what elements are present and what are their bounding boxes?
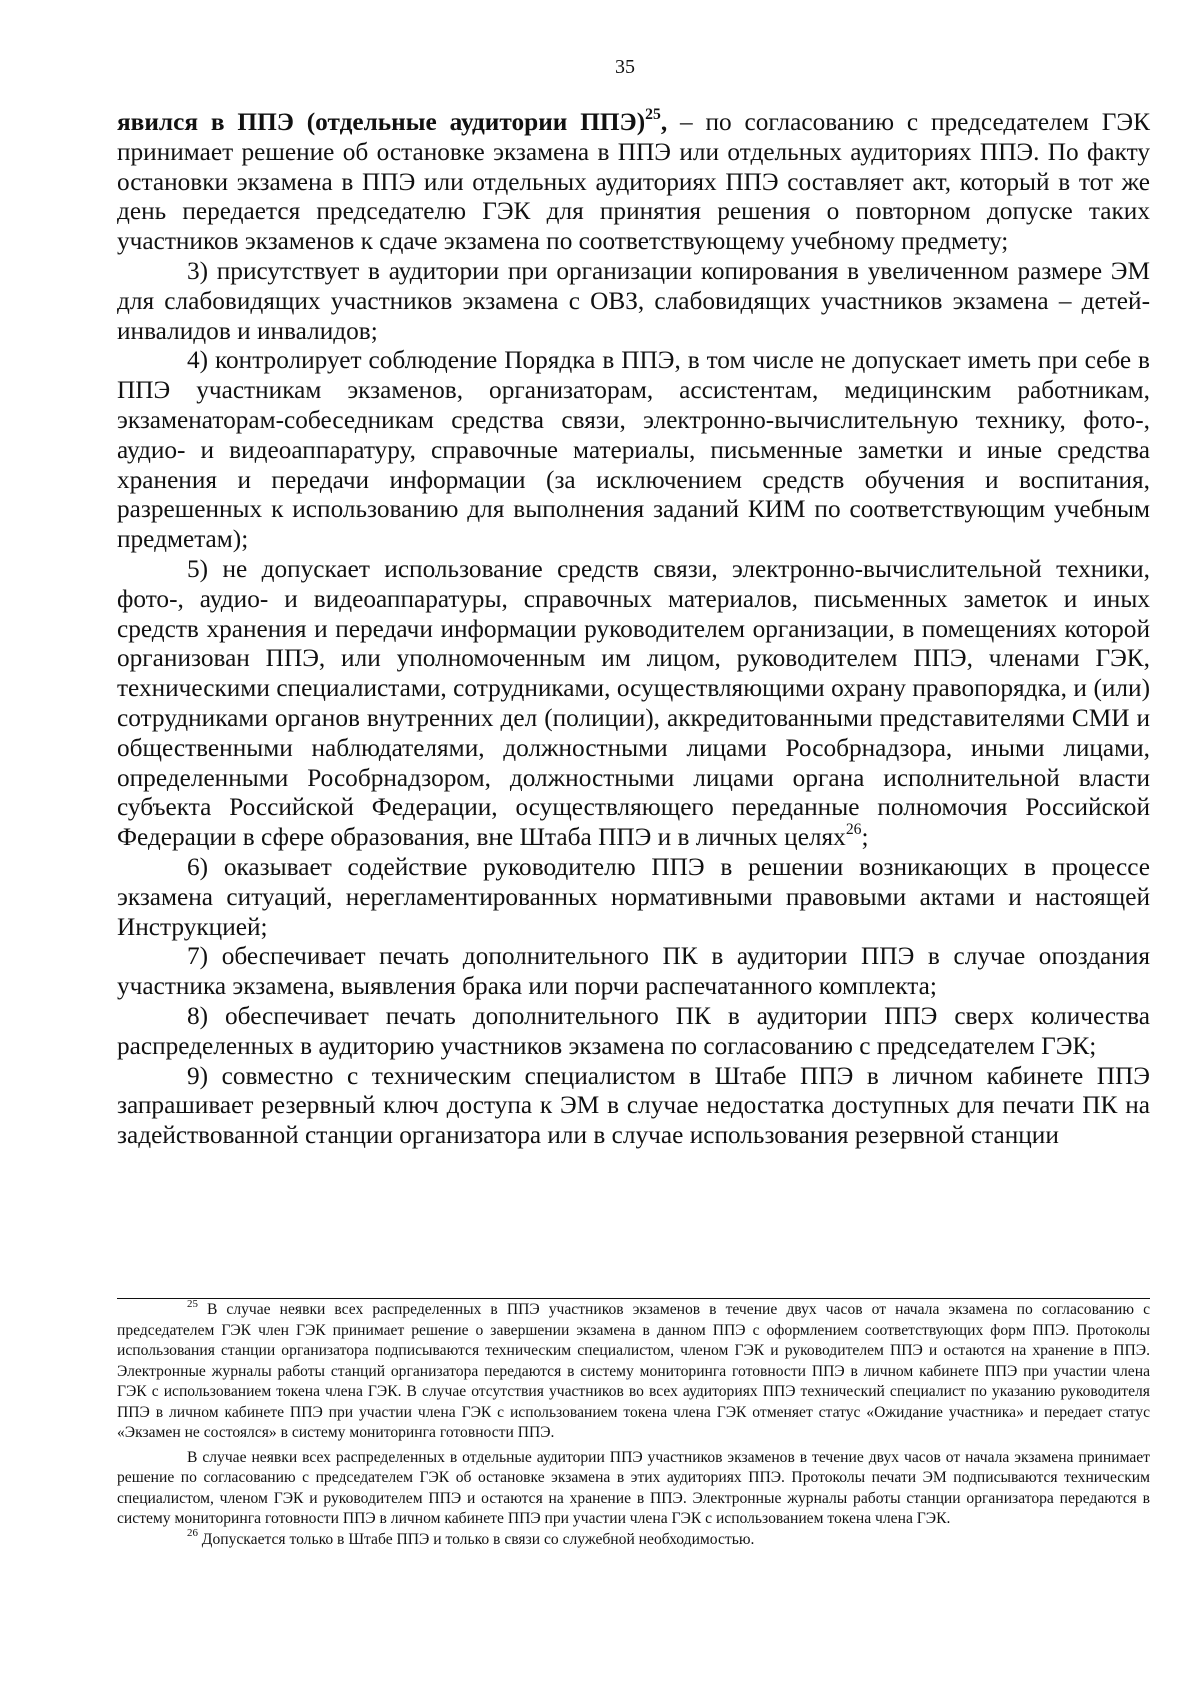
- list-item-7: 7) обеспечивает печать дополнительного ПК в аудитории ППЭ в случае опоздания участника экзамена, выявления брака или порчи распечатанного комплекта;: [117, 942, 1150, 1001]
- footnote-26: [117, 1527, 1150, 1551]
- footnote-26-text: Допускается только в Штабе ППЭ и только в связи со служебной необходимостью.: [197, 1530, 755, 1548]
- footnotes: [117, 1297, 1150, 1550]
- list-item-5: [117, 555, 1150, 853]
- footnote-divider: [117, 1298, 1150, 1299]
- list-item-5-end: ;: [861, 823, 869, 852]
- footnote-ref-26: 26: [845, 821, 862, 839]
- footnote-mark-25: 25: [187, 1297, 198, 1310]
- paragraph-continuation: [117, 108, 1150, 257]
- footnote-ref-25-wrap: [645, 108, 661, 136]
- list-item-4: 4) контролирует соблюдение Порядка в ППЭ, в том числе не допускает иметь при себе в ППЭ участникам экзаменов, организаторам, ассистентам, медицинским работникам, экзаменаторам-собеседникам средства связи, электронно-вычислительную технику, фото-, аудио- и видеоаппаратуру, справочные материалы, письменные заметки и иные средства хранения и передачи информации (за исключением средств обучения и воспитания, разрешенных к использованию для выполнения заданий КИМ по соответствующим учебным предметам);: [117, 346, 1150, 554]
- bold-comma: ,: [660, 108, 668, 136]
- footnote-25-text: В случае неявки всех распределенных в ППЭ участников экзаменов в течение двух часов от начала экзамена по согласованию с председателем ГЭК член ГЭК принимает решение о завершении экзамена в данном ППЭ с оформлением соответствующих форм ППЭ. Протоколы использования станции организатора подписываются техническим специалистом, членом ГЭК и руководителем ППЭ и остаются на хранение в ППЭ. Электронные журналы работы станций организатора передаются в систему мониторинга готовности ППЭ в личном кабинете ППЭ при участии члена ГЭК с использованием токена члена ГЭК. В случае отсутствия участников во всех аудиториях ППЭ технический специалист по указанию руководителя ППЭ в личном кабинете ППЭ при участии члена ГЭК с использованием токена члена ГЭК отменяет статус «Ожидание участника» и передает статус «Экзамен не состоялся» в систему мониторинга готовности ППЭ.: [117, 1301, 1150, 1441]
- bold-phrase: явился в ППЭ (отдельные аудитории ППЭ): [117, 108, 646, 136]
- body-text: [117, 108, 1150, 1151]
- footnote-mark-26: 26: [187, 1527, 198, 1540]
- list-item-8: 8) обеспечивает печать дополнительного ПК в аудитории ППЭ сверх количества распределенных в аудиторию участников экзамена по согласованию с председателем ГЭК;: [117, 1001, 1150, 1060]
- list-item-6: 6) оказывает содействие руководителю ППЭ в решении возникающих в процессе экзамена ситуаций, нерегламентированных нормативными правовыми актами и настоящей Инструкцией;: [117, 852, 1150, 941]
- list-item-3: 3) присутствует в аудитории при организации копирования в увеличенном размере ЭМ для слабовидящих участников экзамена с ОВЗ, слабовидящих участников экзамена – детей-инвалидов и инвалидов;: [117, 256, 1150, 345]
- page-number: 35: [615, 56, 635, 78]
- list-item-5-text: 5) не допускает использование средств связи, электронно-вычислительной техники, фото-, аудио- и видеоаппаратуры, справочных материалов, письменных заметок и иных средств хранения и передачи информации руководителем организации, в помещениях которой организован ППЭ, или уполномоченным им лицом, руководителем ППЭ, членами ГЭК, техническими специалистами, сотрудниками, осуществляющими охрану правопорядка, и (или) сотрудниками органов внутренних дел (полиции), аккредитованными представителями СМИ и общественными наблюдателями, должностными лицами Рособрнадзора, иными лицами, определенными Рособрнадзором, должностными лицами органа исполнительной власти субъекта Российской Федерации, осуществляющего переданные полномочия Российской Федерации в сфере образования, вне Штаба ППЭ и в личных целях: [117, 554, 1150, 852]
- paragraph-continuation-text: – по согласованию с председателем ГЭК принимает решение об остановке экзамена в ППЭ или отдельных аудиториях ППЭ. По факту остановки экзамена в ППЭ или отдельных аудиториях ППЭ составляет акт, который в тот же день передается председателю ГЭК для принятия решения о повторном допуске таких участников экзаменов к сдаче экзамена по соответствующему учебному предмету;: [117, 108, 1150, 256]
- list-item-9: 9) совместно с техническим специалистом в Штабе ППЭ в личном кабинете ППЭ запрашивает резервный ключ доступа к ЭМ в случае недостатка доступных для печати ПК на задействованной станции организатора или в случае использования резервной станции: [117, 1061, 1150, 1150]
- footnote-ref-25: 25: [645, 106, 661, 124]
- footnote-25: [117, 1297, 1150, 1444]
- footnote-25-continuation: В случае неявки всех распределенных в отдельные аудитории ППЭ участников экзаменов в течение двух часов от начала экзамена принимает решение по согласованию с председателем ГЭК об остановке экзамена в этих аудиториях ППЭ. Протоколы печати ЭМ подписываются техническим специалистом, членом ГЭК и руководителем ППЭ и остаются на хранение в ППЭ. Электронные журналы работы станции организатора передаются в систему мониторинга готовности ППЭ в личном кабинете ППЭ при участии члена ГЭК с использованием токена члена ГЭК.: [117, 1448, 1150, 1527]
